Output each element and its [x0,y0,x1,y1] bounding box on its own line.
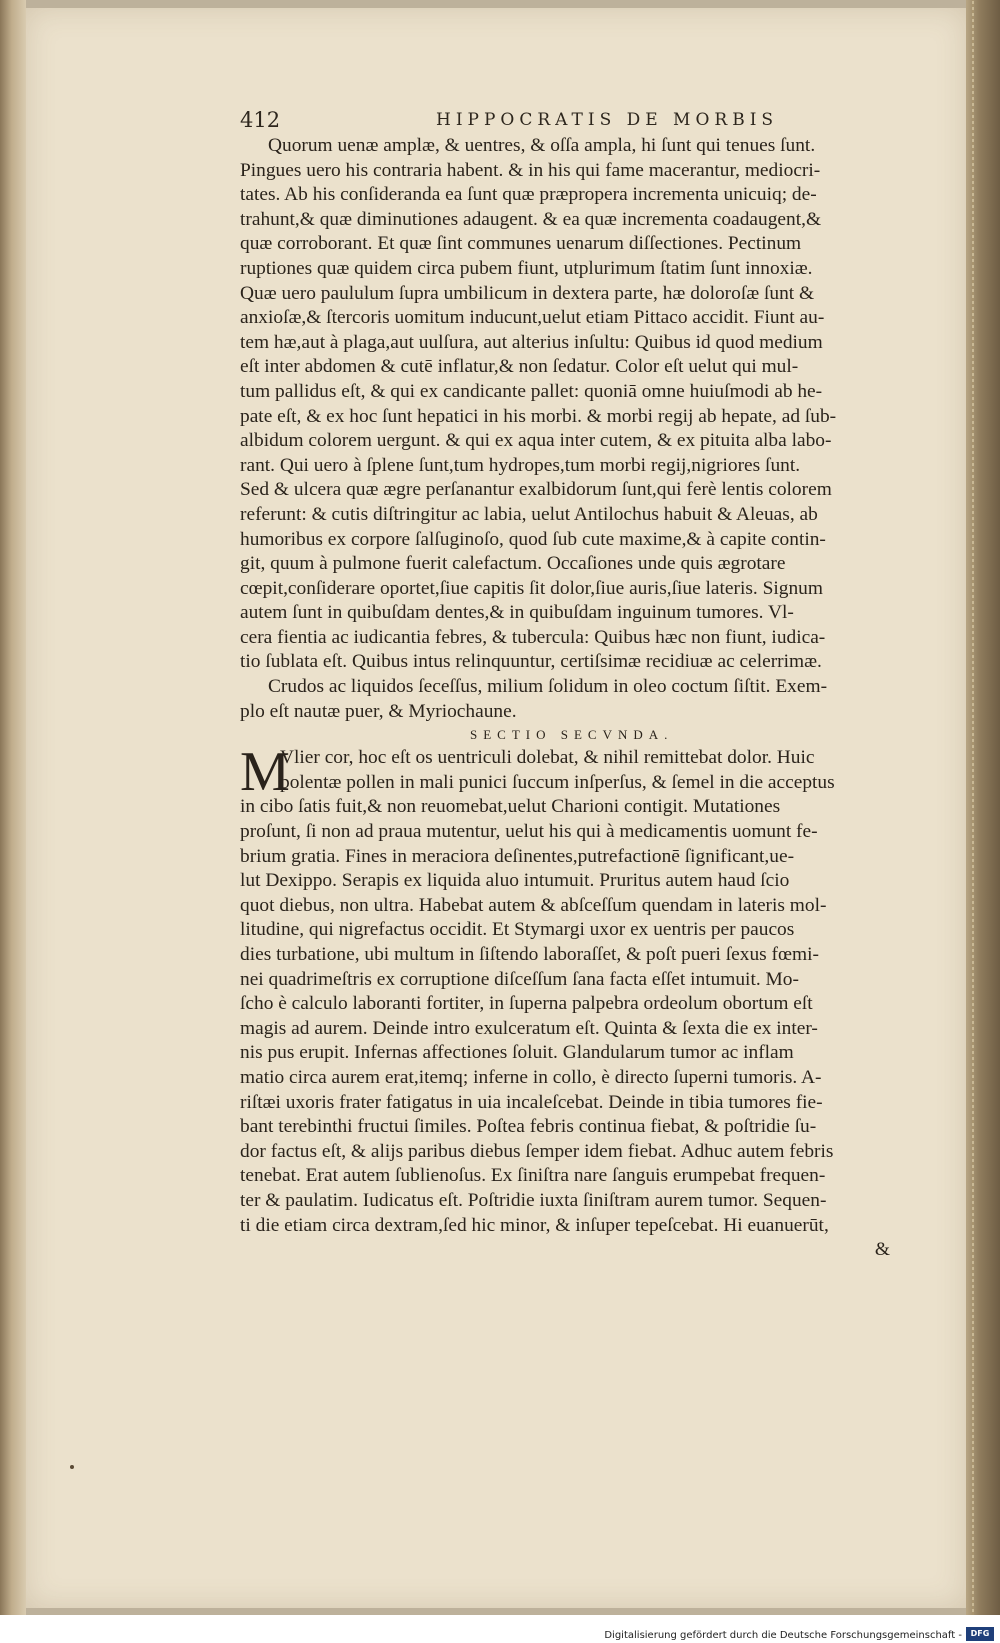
text-line: pate eſt, & ex hoc ſunt hepatici in his morbi. & morbi regij ab hepate, ad ſub- [240,405,837,427]
section-heading: SECTIO SECVNDA. [470,727,674,743]
text-line: rant. Qui uero à ſplene ſunt,tum hydropes,tum morbi regij,nigriores ſunt. [240,454,801,476]
catchword: & [874,1239,890,1261]
text-line: nis pus erupit. Infernas affectiones ſoluit. Glandularum tumor ac inflam [240,1042,794,1064]
text-line: autem ſunt in quibuſdam dentes,& in quibuſdam inguinum tumores. Vl- [240,602,794,624]
text-line: dies turbatione, ubi multum in ſiſtendo laboraſſet, & poſt pueri ſexus fœmi- [240,944,819,965]
text-line: git, quum à pulmone fuerit calefactum. Occaſiones unde quis ægrotare [240,553,786,575]
text-line: dor factus eſt, & alijs paribus diebus ſemper idem fiebat. Adhuc autem febris [240,1140,834,1162]
text-line: tio ſublata eſt. Quibus intus relinquuntur, certiſsimæ recidiuæ ac celerrimæ. [240,651,822,673]
paragraph-2 [240,675,930,724]
text-line: trahunt,& quæ diminutiones adaugent. & ea quæ incrementa coadaugent,& [240,208,822,230]
text-line: matio circa aurem erat,itemq; inferne in collo, è directo ſuperni tumoris. A- [240,1066,822,1088]
text-line: bant terebinthi fructui ſimiles. Poſtea febris continua fiebat, & poſtridie ſu- [240,1116,817,1138]
section-2-opening [240,741,930,804]
drop-cap-lines [240,741,930,804]
page-header [240,108,940,134]
page-number: 412 [240,108,281,132]
text-line: Quorum uenæ amplæ, & uentres, & oſſa ampla, hi ſunt qui tenues ſunt. [268,135,816,156]
text-line: tem hæ,aut à plaga,aut uulſura, aut alterius inſultu: Quibus id quod medium [240,331,823,353]
section-2-text [240,795,930,1238]
text-line: ruptiones quæ quidem circa pubem fiunt, utplurimum ſtatim ſunt innoxiæ. [240,257,813,279]
text-line: ſcho è calculo laboranti fortiter, in ſuperna palpebra ordeolum obortum eſt [240,993,813,1015]
text-line: brium gratia. Fines in meraciora deſinentes,putrefactionē ſignificant,ue- [240,845,795,867]
text-line: albidum colorem uergunt. & qui ex aqua inter cutem, & ex pituita alba labo- [240,430,832,452]
text-line: nei quadrimeſtris ex corruptione diſceſſum ſana facta eſſet intumuit. Mo- [240,968,799,990]
text-line: in cibo ſatis fuit,& non reuomebat,uelut Charioni contigit. Mutationes [240,796,781,818]
paragraph-1 [240,134,930,675]
drop-cap: M [240,741,290,804]
text-line: lut Dexippo. Serapis ex liquida aluo intumuit. Pruritus autem haud ſcio [240,870,790,892]
text-line: quot diebus, non ultra. Habebat autem & abſceſſum quendam in lateris mol- [240,894,827,916]
text-line: riſtæi uxoris frater fatigatus in uia incaleſcebat. Deinde in tibia tumores fie- [240,1091,823,1113]
text-line: Quæ uero paululum ſupra umbilicum in dextera parte, hæ doloroſæ ſunt & [240,282,815,304]
text-line: ter & paulatim. Iudicatus eſt. Poſtridie iuxta ſiniſtram aurem tumor. Sequen- [240,1189,827,1211]
text-line: eſt inter abdomen & cutē inflatur,& non ſedatur. Color eſt uelut qui mul- [240,356,799,378]
text-line: anxioſæ,& ſtercoris uomitum inducunt,uelut etiam Pittaco accidit. Fiunt au- [240,307,825,329]
text-line: referunt: & cutis diſtringitur ac labia, uelut Antilochus habuit & Aleuas, ab [240,503,818,525]
text-line: Pingues uero his contraria habent. & in his qui fame macerantur, mediocri- [240,159,821,181]
text-line: humoribus ex corpore ſalſuginoſo, quod ſub cute maxime,& à capite contin- [240,528,826,550]
running-title: HIPPOCRATIS DE MORBIS [436,110,779,130]
text-line: magis ad aurem. Deinde intro exulceratum eſt. Quinta & ſexta die ex inter- [240,1017,818,1039]
paper-speck [70,1465,74,1469]
text-line: polentæ pollen in mali punici ſuccum inſperſus, & ſemel in die acceptus [280,771,835,793]
text-line: quæ corroborant. Et quæ ſint communes uenarum diſſectiones. Pectinum [240,233,802,255]
text-line: plo eſt nautæ puer, & Myriochaune. [240,700,517,722]
page-stack-edge [966,0,1000,1615]
funding-credit: Digitalisierung gefördert durch die Deutsche Forschungsgemeinschaft - [604,1630,962,1641]
text-line: Sed & ulcera quæ ægre perſanantur exalbidorum ſunt,qui ferè lentis colorem [240,479,832,501]
text-line: cera fientia ac iudicantia febres, & tubercula: Quibus hæc non fiunt, iudica- [240,626,826,648]
text-line: tates. Ab his conſideranda ea ſunt quæ præpropera incrementa unicuiq; de- [240,184,817,206]
text-line: litudine, qui nigrefactus occidit. Et Stymargi uxor ex uentris per paucos [240,919,795,941]
main-text [240,134,930,1263]
binding-edge [0,0,26,1615]
dfg-logo: DFG [966,1627,994,1641]
text-line: Vlier cor, hoc eſt os uentriculi dolebat, & nihil remittebat dolor. Huic [280,747,815,769]
text-line: ti die etiam circa dextram,ſed hic minor, & inſuper tepeſcebat. Hi euanuerūt, [240,1214,829,1236]
text-line: Crudos ac liquidos ſeceſſus, milium ſolidum in oleo coctum ſiſtit. Exem- [268,676,828,698]
text-line: tenebat. Erat autem ſublienoſus. Ex ſiniſtra nare ſanguis erumpebat frequen- [240,1165,826,1187]
text-line: proſunt, ſi non ad praua mutentur, uelut his qui à medicamentis uomunt fe- [240,821,818,843]
text-line: tum pallidus eſt, & qui ex candicante pallet: quoniā omne huiuſmodi ab he- [240,380,823,402]
text-line: cœpit,conſiderare oportet,ſiue capitis ſit dolor,ſiue auris,ſiue lateris. Signum [240,577,823,599]
